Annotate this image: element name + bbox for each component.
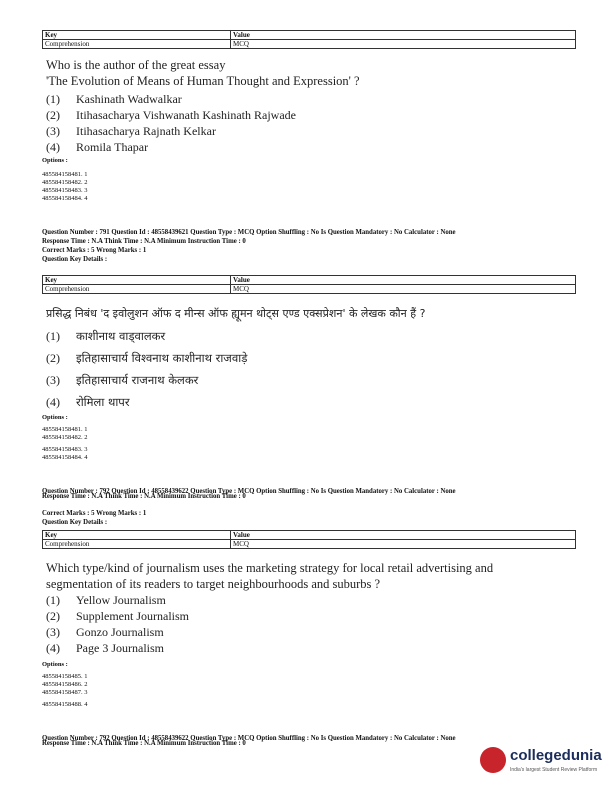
key-cell: Comprehension <box>43 40 231 49</box>
key-header: Key <box>43 31 231 40</box>
question-text-hindi: प्रसिद्ध निबंध 'द इवोलुशन ऑफ द मीन्स ऑफ ह्यूमन थोट्स एण्ड एक्सप्रेशन' के लेखक कौन हैं ? <box>46 307 426 320</box>
option-ids: 485584158481. 1 485584158482. 2 485584158483. 3 485584158484. 4 <box>42 171 88 202</box>
option-1: (1) Yellow Journalism <box>46 593 166 607</box>
question-meta: Question Number : 792 Question Id : 48558439622 Question Type : MCQ Option Shuffling : No Is Question Mandatory : No Calculator : None <box>42 488 456 495</box>
key-details-table: Key Value Comprehension MCQ <box>42 275 576 294</box>
option-3: (3) Gonzo Journalism <box>46 625 164 639</box>
mascot-icon <box>480 747 506 773</box>
option-4: (4) रोमिला थापर <box>46 395 130 409</box>
response-time: Response Time : N.A Think Time : N.A Minimum Instruction Time : 0 <box>42 493 246 500</box>
options-label: Options : <box>42 157 68 164</box>
question-meta: Question Number : 791 Question Id : 48558439621 Question Type : MCQ Option Shuffling : No Is Question Mandatory : No Calculator : None Response Time : N.A Think Time : N.A Minimum Instruction Time : 0 Correct Marks : 5 Wrong Marks : 1 Question Key Details : <box>42 229 456 263</box>
logo-tagline: India's largest Student Review Platform <box>510 767 598 773</box>
option-ids: 485584158481. 1 485584158482. 2 485584158483. 3 485584158484. 4 <box>42 426 88 461</box>
value-cell: MCQ <box>231 40 576 49</box>
option-2: (2) Supplement Journalism <box>46 609 189 623</box>
logo-brand: collegedunia <box>510 747 602 764</box>
option-4: (4) Romila Thapar <box>46 140 149 154</box>
collegedunia-logo <box>480 745 610 785</box>
response-time: Response Time : N.A Think Time : N.A Minimum Instruction Time : 0 <box>42 740 246 747</box>
key-details-table <box>42 30 576 49</box>
option-1: (1) काशीनाथ वाड्वालकर <box>46 329 166 343</box>
value-header: Value <box>231 31 576 40</box>
question-meta: Question Number : 792 Question Id : 48558439622 Question Type : MCQ Option Shuffling : No Is Question Mandatory : No Calculator : None <box>42 735 456 742</box>
option-3: (3) Itihasacharya Rajnath Kelkar <box>46 124 216 138</box>
option-1: (1) Kashinath Wadwalkar <box>46 92 182 106</box>
question-text: Which type/kind of journalism uses the marketing strategy for local retail advertising and segmentation of its readers to target neighbourhoods and suburbs ? <box>46 561 494 591</box>
question-text: Who is the author of the great essay 'The Evolution of Means of Human Thought and Expression' ? <box>46 58 360 88</box>
options-label: Options : <box>42 414 68 421</box>
key-details-table: Key Value Comprehension MCQ <box>42 530 576 549</box>
option-4: (4) Page 3 Journalism <box>46 641 164 655</box>
option-3: (3) इतिहासाचार्य राजनाथ केलकर <box>46 373 199 387</box>
option-2: (2) Itihasacharya Vishwanath Kashinath Rajwade <box>46 108 296 122</box>
options-label: Options : <box>42 661 68 668</box>
marks-info: Correct Marks : 5 Wrong Marks : 1 Question Key Details : <box>42 510 147 526</box>
option-ids: 485584158485. 1 485584158486. 2 485584158487. 3 485584158488. 4 <box>42 673 88 708</box>
option-2: (2) इतिहासाचार्य विश्वनाथ काशीनाथ राजवाड़े <box>46 351 248 365</box>
